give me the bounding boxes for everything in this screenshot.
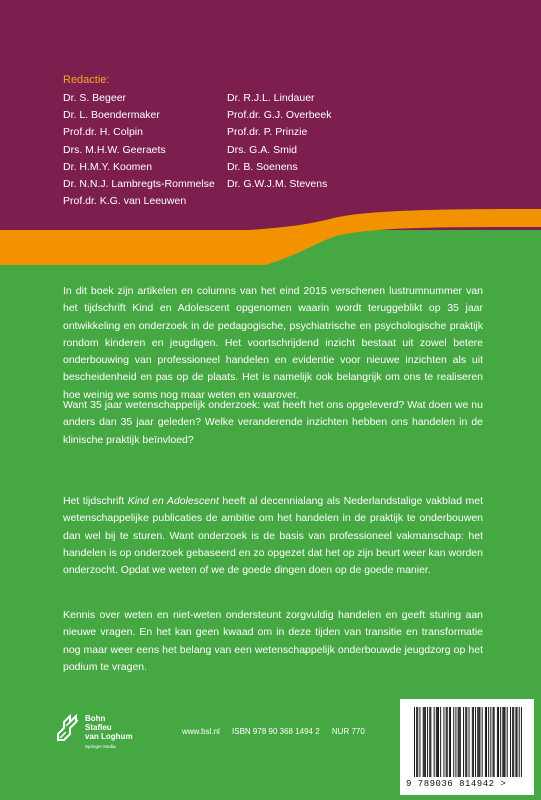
editor-name: Prof.dr. K.G. van Leeuwen [63, 195, 187, 208]
editors-column-2 [227, 90, 331, 193]
barcode-bar [469, 707, 470, 777]
barcode-bar [505, 707, 506, 777]
barcode-bar [414, 707, 415, 777]
paragraph-3-start: Het tijdschrift [63, 495, 128, 507]
barcode-bar [434, 707, 435, 777]
barcode-bar [450, 707, 451, 777]
barcode-bar [475, 707, 476, 777]
barcode-box [400, 699, 534, 795]
editor-name: Dr. L. Boendermaker [63, 109, 160, 122]
barcode-bar [459, 707, 460, 777]
editor-name: Dr. G.W.J.M. Stevens [227, 178, 328, 191]
barcode-bar [510, 707, 511, 777]
nur-text: NUR 770 [331, 727, 365, 736]
editor-name: Prof.dr. P. Prinzie [227, 126, 308, 139]
barcode-bar [430, 707, 431, 777]
barcode-bar [473, 707, 474, 777]
barcode-bar [521, 707, 522, 777]
barcode-bar [447, 707, 448, 777]
barcode-bar [503, 707, 504, 777]
barcode-bar [494, 707, 495, 777]
barcode-bar [460, 707, 461, 777]
barcode-bar [515, 707, 516, 777]
barcode-bar [436, 707, 437, 777]
barcode-bar [443, 707, 444, 777]
barcode-bar [423, 707, 424, 777]
barcode-bar [453, 707, 454, 777]
editor-name: Dr. B. Soenens [227, 160, 298, 173]
barcode-bar [458, 707, 459, 777]
barcode-bar [497, 707, 498, 777]
website-text: www.bsl.nl [182, 727, 220, 736]
isbn-barcode-icon [414, 707, 522, 777]
barcode-digits: 9 789036 814942 > [406, 779, 507, 789]
barcode-bar [466, 707, 467, 777]
barcode-bar [449, 707, 450, 777]
barcode-bar [513, 707, 514, 777]
barcode-bar [477, 707, 478, 777]
editor-name: Prof.dr. H. Colpin [63, 126, 143, 139]
barcode-bar [493, 707, 494, 777]
editor-name: Prof.dr. G.J. Overbeek [227, 109, 332, 122]
barcode-bar [472, 707, 473, 777]
barcode-bar [455, 707, 456, 777]
barcode-bar [417, 707, 418, 777]
orange-curve [0, 205, 541, 275]
barcode-bar [416, 707, 417, 777]
editors-column-1 [63, 90, 215, 210]
barcode-bar [427, 707, 428, 777]
barcode-bar [482, 707, 483, 777]
barcode-bar [440, 707, 441, 777]
barcode-bar [486, 707, 487, 777]
body-paragraph-4: Kennis over weten en niet-weten ondersteunt zorgvuldig handelen en geeft sturing aan nieuwe vragen. En het kan geen kwaad om in deze tijden van transitie en transformatie nog maar weer eens het belang van een wetenschappelijk onderbouwde jeugdzorg op het podium te vragen. [63, 609, 483, 673]
body-paragraph-2: Want 35 jaar wetenschappelijk onderzoek: wat heeft het ons opgeleverd? Wat doen we nu anders dan 35 jaar geleden? Welke veranderende inzichten hebben ons handelen in de klinische praktijk beïnvloed? [63, 399, 483, 446]
editor-name: Dr. R.J.L. Lindauer [227, 92, 315, 104]
editor-name: Drs. M.H.W. Geeraets [63, 143, 166, 156]
publisher-logo [56, 714, 166, 754]
barcode-bar [507, 707, 508, 777]
editors-label: Redactie: [63, 74, 110, 86]
barcode-bar [500, 707, 501, 777]
body-paragraph-3 [63, 493, 483, 579]
barcode-bar [465, 707, 466, 777]
barcode-bar [425, 707, 426, 777]
barcode-bar [424, 707, 425, 777]
barcode-bar [478, 707, 479, 777]
isbn-text: ISBN 978 90 368 1494 2 [232, 727, 320, 736]
barcode-bar [438, 707, 439, 777]
publisher-name: Bohn Stafleu van Loghum [85, 714, 133, 741]
body-paragraph-1: In dit boek zijn artikelen en columns van het eind 2015 verschenen lustrumnummer van het tijdschrift Kind en Adolescent opgenomen waarin wordt teruggeblikt op 35 jaar ontwikkeling en onderzoek in de pedagogische, psychiatrische en psychologische praktijk rondom kinderen en jeugdigen. Het voortschrijdend inzicht bestaat uit zowel betere onderbouwing van professioneel handelen en evidentie voor nieuwe inzichten als uit bescheidenheid en pas op de plaats. Het is namelijk ook belangrijk om ons te realiseren hoe weinig we soms nog maar weten en waarover. [63, 285, 483, 401]
editor-name: Dr. N.N.J. Lambregts-Rommelse [63, 178, 215, 191]
barcode-bar [517, 707, 518, 777]
barcode-bar [512, 707, 513, 777]
publisher-subline: Springer Media [85, 744, 116, 749]
editor-name: Dr. S. Begeer [63, 92, 127, 104]
editor-name: Dr. H.M.Y. Koomen [63, 160, 153, 173]
paragraph-3-end: heeft al decennialang als Nederlandstalige vakblad met wetenschappelijke publicaties de ambitie om het handelen in de praktijk te onderbouwen dan wel bij te sturen. Want onderzoek is de basis van professioneel vakmanschap: het handelen is op onderzoek gebaseerd en zo opgezet dat het op zijn beurt weer kan worden onderzocht. Opdat we weten of we de goede dingen doen op de goede manier. [63, 495, 483, 577]
editor-name: Drs. G.A. Smid [227, 143, 298, 156]
barcode-bar [419, 707, 420, 777]
barcode-bar [479, 707, 480, 777]
publication-info [182, 727, 375, 736]
barcode-bar [498, 707, 499, 777]
journal-title: Kind en Adolescent [127, 495, 219, 507]
barcode-bar [502, 707, 503, 777]
publisher-emblem-icon [56, 714, 80, 742]
barcode-bar [490, 707, 491, 777]
barcode-bar [519, 707, 520, 777]
barcode-bar [437, 707, 438, 777]
barcode-bar [488, 707, 489, 777]
barcode-bar [485, 707, 486, 777]
barcode-bar [463, 707, 464, 777]
barcode-bar [429, 707, 430, 777]
barcode-bar [446, 707, 447, 777]
